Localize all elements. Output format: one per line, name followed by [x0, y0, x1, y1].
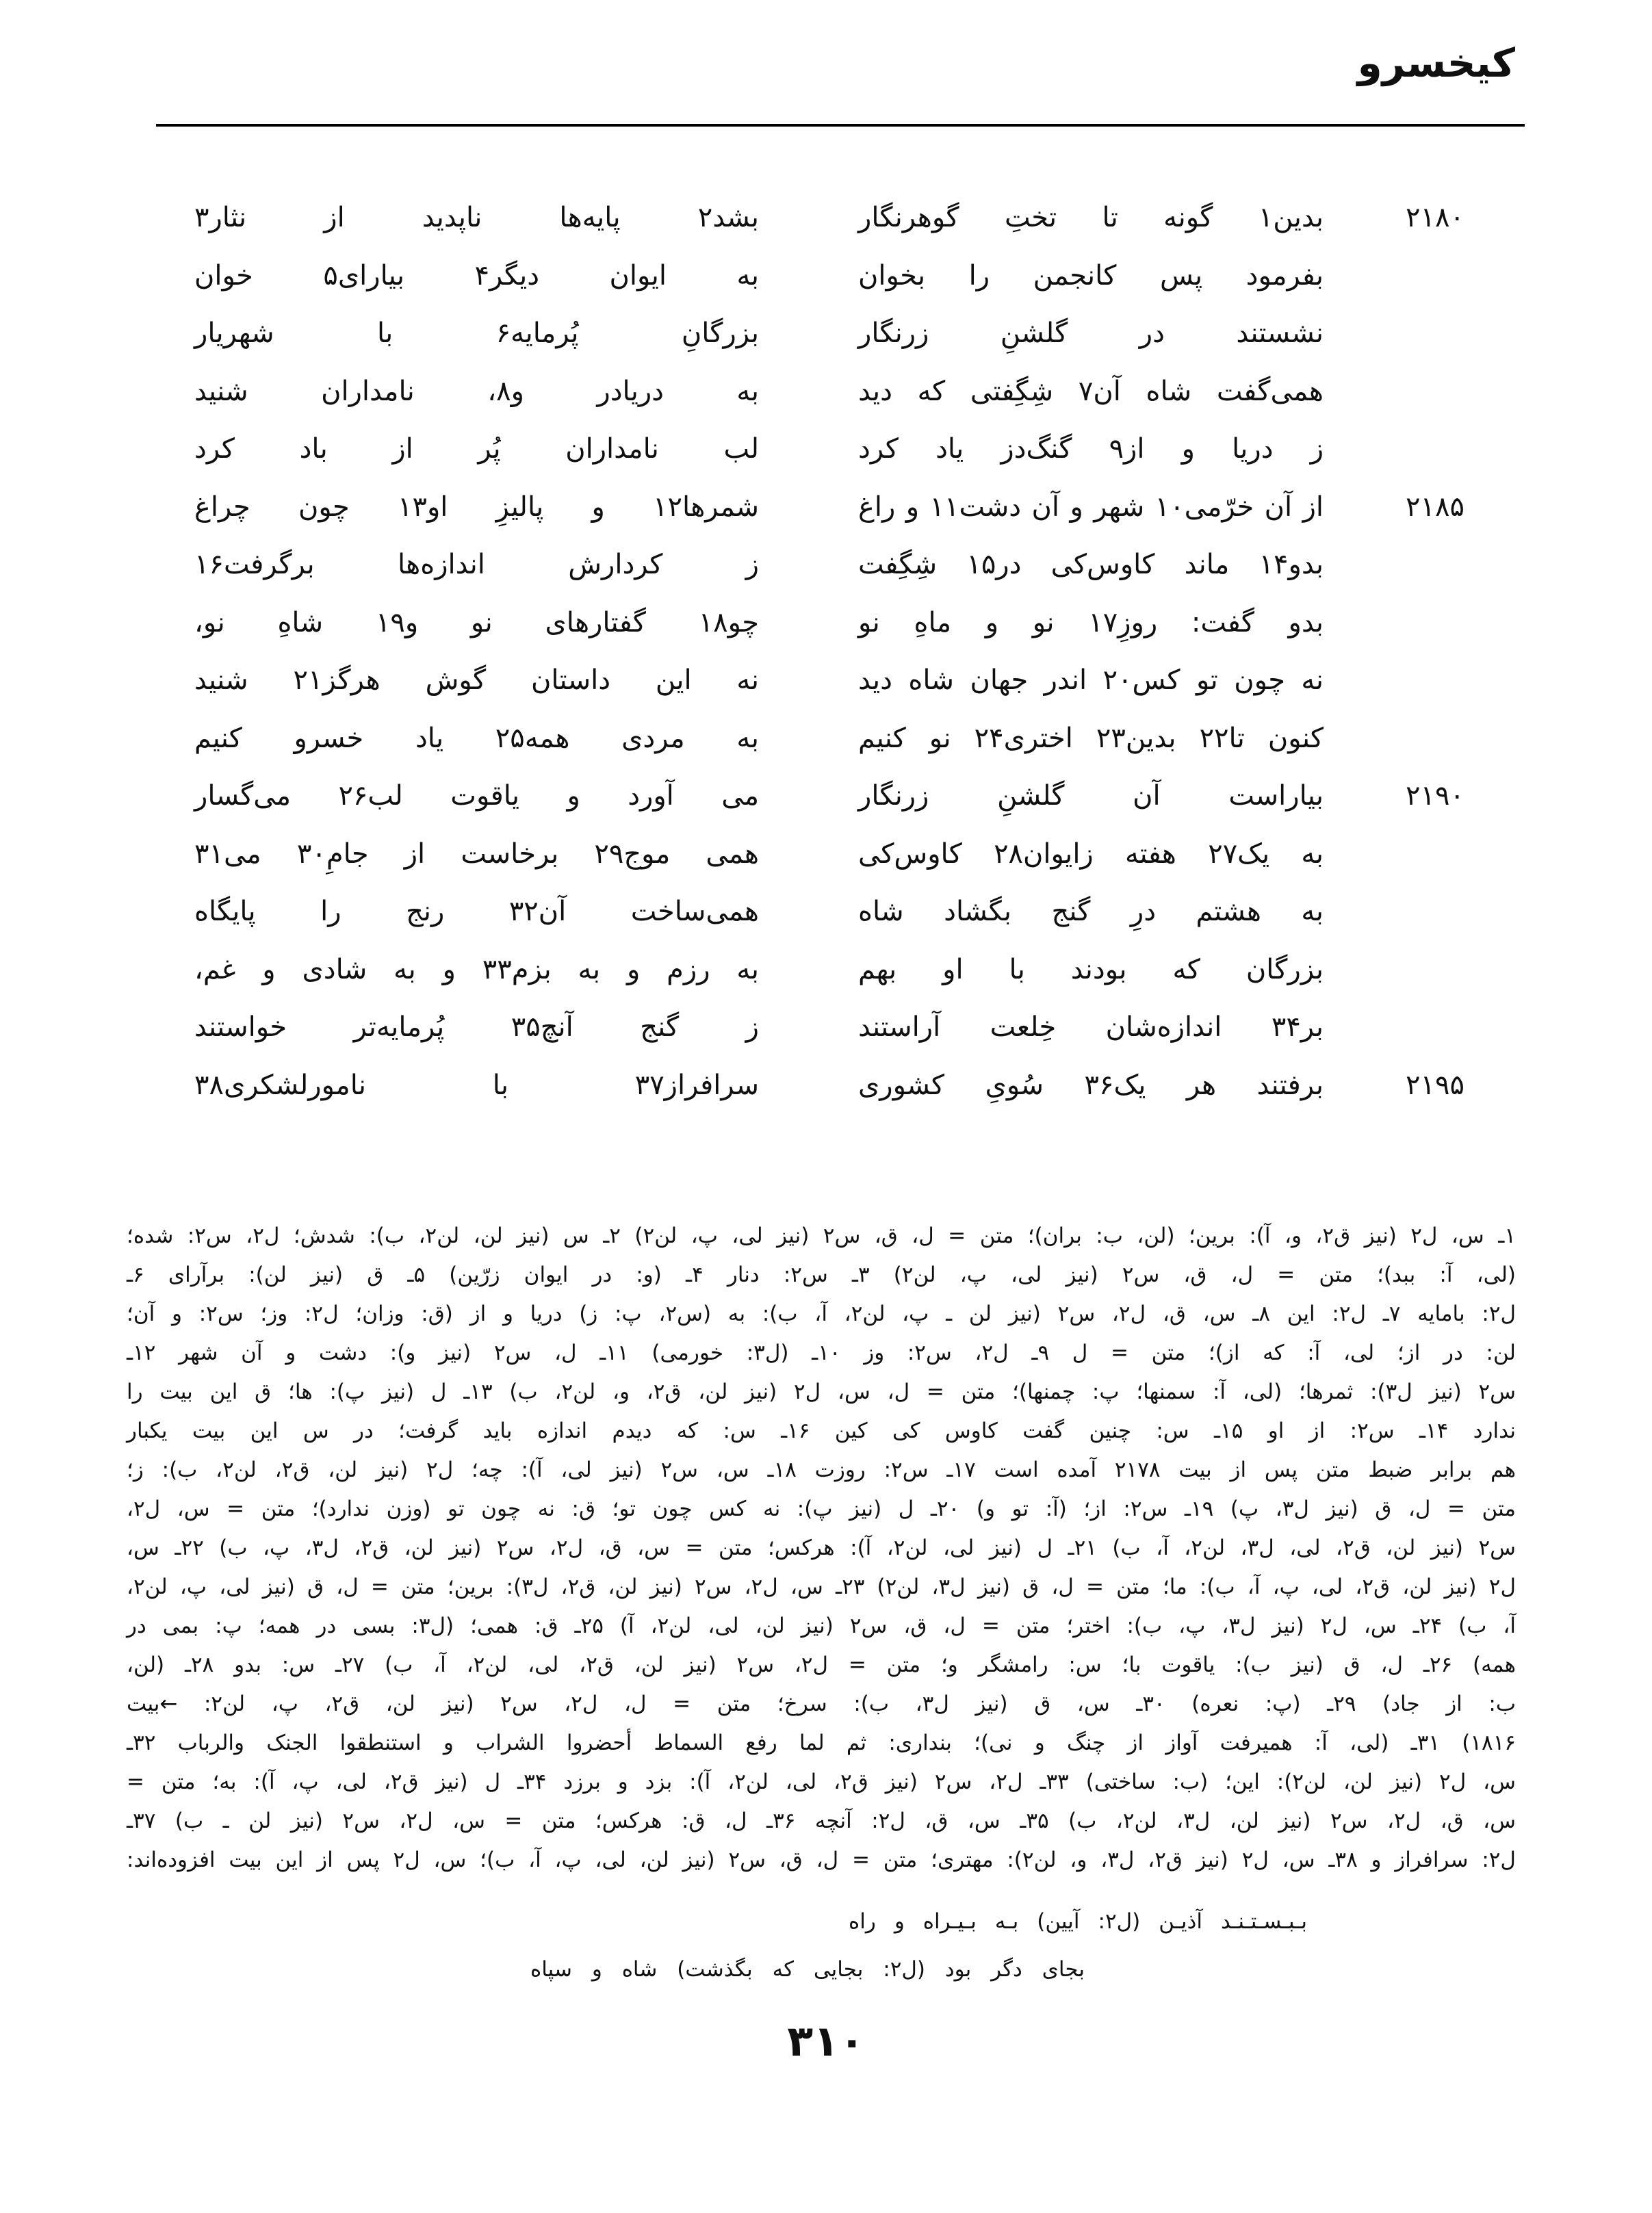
hemistich-first: بدو۱۴ ماند کاوس‌کی در۱۵ شِگِفت	[858, 549, 1324, 581]
footnote-added-verse: بـبـسـتـنـد آذیـن (ل۲: آیین) بـه بـیـراه و راه	[849, 1909, 1307, 1934]
footnote-added-verse: بجای دگر بود (ل۲: بجایی که بگذشت) شاه و سپاه	[530, 1957, 1085, 1982]
verse-number: ۲۱۹۵	[1406, 1069, 1464, 1101]
hemistich-second: بزرگانِ پُرمایه۶ با شهریار	[194, 318, 759, 350]
hemistich-second: به دریادر و۸، نامداران شنید	[194, 375, 760, 407]
verse-row	[126, 651, 1515, 710]
hemistich-second: نه این داستان گوش هرگز۲۱ شنید	[194, 664, 759, 697]
hemistich-second: همی موج۲۹ برخاست از جامِ۳۰ می۳۱	[194, 838, 759, 870]
verse-row	[126, 305, 1515, 363]
hemistich-second: می آورد و یاقوت لب۲۶ می‌گسار	[194, 780, 759, 812]
poem-block	[126, 189, 1515, 1114]
hemistich-second: ز کردارش اندازه‌ها برگرفت۱۶	[194, 549, 759, 581]
hemistich-second: به رزم و به بزم۳۳ و به شادی و غم،	[194, 953, 759, 985]
page-title: کیخسرو	[1357, 40, 1515, 86]
hemistich-second: بشد۲ پایه‌ها ناپدید از نثار۳	[194, 202, 759, 234]
verse-number: ۲۱۸۵	[1406, 491, 1464, 523]
footnote-line: آ، ب) ۲۴ـ س، ل۲ (نیز ل۳، پ، ب): اختر؛ متن = ل، ق، س۲ (نیز لن، لی، لن۲، آ) ۲۵ـ ق: همی؛ (ل۳: بسی در همه؛ پ: بمی در	[127, 1614, 1517, 1638]
hemistich-first: از آن خرّمی۱۰ شهر و آن دشت۱۱ و راغ	[858, 491, 1324, 523]
hemistich-first: برفتند هر یک۳۶ سُویِ کشوری	[858, 1069, 1324, 1101]
hemistich-second: چو۱۸ گفتارهای نو و۱۹ شاهِ نو،	[194, 606, 760, 638]
critical-apparatus	[127, 1217, 1516, 1880]
footnote-line: لن: در از؛ لی، آ: که از)؛ متن = ل ۹ـ ل۲، س۲: وز ۱۰ـ (ل۳: خورمی) ۱۱ـ ل، س۲ (نیز و): دشت و آن شهر ۱۲ـ	[127, 1341, 1516, 1365]
footnote-line: (لی، آ: ببد)؛ متن = ل، ق، س۲ (نیز لی، پ، لن۲) ۳ـ س۲: دنار ۴ـ (و: در ایوان زرّین) ۵ـ ق (نیز لن): برآرای ۶ـ	[127, 1263, 1516, 1287]
verse-row	[126, 1057, 1515, 1115]
footnote-line: متن = ل، ق (نیز ل۳، پ) ۱۹ـ س۲: از؛ (آ: تو و) ۲۰ـ ل (نیز پ): نه کس چون تو؛ ق: نه چون تو (وزن ندارد)؛ متن = س، ل۲،	[127, 1497, 1517, 1521]
footnote-line: ندارد ۱۴ـ س۲: از او ۱۵ـ س: چنین گفت کاوس کی کین ۱۶ـ س: که دیدم اندازه باید گرفت؛ در س این بیت یکبار	[127, 1419, 1516, 1443]
footnote-line: ل۲: سرافراز و ۳۸ـ س، ل۲ (نیز ق۲، ل۳، و، لن۲): مهتری؛ متن = ل، ق، س۲ (نیز لن، لی، پ، آ، ب)؛ س، ل۲ پس از این بیت افزوده‌اند:	[127, 1848, 1516, 1872]
hemistich-first: بفرمود پس کانجمن را بخوان	[858, 259, 1324, 292]
hemistich-first: بزرگان که بودند با او بهم	[858, 953, 1324, 985]
footnote-line: هم برابر ضبط متن پس از بیت ۲۱۷۸ آمده است ۱۷ـ س۲: روزت ۱۸ـ س، س۲ (نیز لی، آ): چه؛ ل۲ (نیز لن، ق۲، لن۲، ب): ز؛	[127, 1458, 1517, 1482]
verse-row	[126, 478, 1515, 536]
verse-row	[126, 363, 1515, 421]
verse-row	[126, 825, 1515, 883]
footnote-line: س۲ (نیز لن، ق۲، لی، ل۳، لن۲، آ، ب) ۲۱ـ ل (نیز لی، لن۲، آ): هرکس؛ متن = س، ق، ل۲، س۲ (نیز لن، ق۲، ل۳، پ، ب) ۲۲ـ س،	[127, 1536, 1516, 1560]
hemistich-first: بدین۱ گونه تا تختِ گوهرنگار	[858, 202, 1324, 234]
verse-row	[126, 941, 1515, 999]
verse-row	[126, 767, 1515, 825]
footnote-line: ۱۸۱۶) ۳۱ـ (لی، آ: همیرفت آواز از چنگ و نی)؛ بنداری: ثم لما رفع السماط أحضروا الشراب و استنطقوا الجنک والرباب ۳۲ـ	[127, 1731, 1516, 1755]
hemistich-second: همی‌ساخت آن۳۲ رنج را پایگاه	[194, 896, 760, 928]
hemistich-second: به ایوان دیگر۴ بیارای۵ خوان	[194, 259, 760, 292]
hemistich-first: به یک۲۷ هفته زایوان۲۸ کاوس‌کی	[858, 838, 1324, 870]
verse-row	[126, 420, 1515, 478]
verse-row	[126, 247, 1515, 305]
hemistich-second: ز گنج آنچ۳۵ پُرمایه‌تر خواستند	[194, 1011, 759, 1044]
hemistich-first: بر۳۴ اندازه‌شان خِلعت آراستند	[858, 1011, 1324, 1044]
hemistich-first: به هشتم درِ گنج بگشاد شاه	[858, 896, 1324, 928]
hemistich-first: بدو گفت: روزِ۱۷ نو و ماهِ نو	[858, 606, 1324, 638]
verse-row	[126, 536, 1515, 594]
hemistich-second: سرافراز۳۷ با نامورلشکری۳۸	[194, 1069, 759, 1101]
hemistich-first: همی‌گفت شاه آن۷ شِگِفتی که دید	[858, 375, 1324, 407]
verse-number: ۲۱۹۰	[1406, 780, 1464, 812]
footnote-line: همه) ۲۶ـ ل، ق (نیز ب): یاقوت با؛ س: رامشگر و؛ متن = ل۲، س۲ (نیز لن، ق۲، لی، لن۲، آ، ب) ۲۷ـ س: بدو ۲۸ـ (لن،	[127, 1653, 1516, 1677]
verse-row	[126, 883, 1515, 941]
hemistich-second: لب نامداران پُر از باد کرد	[194, 433, 759, 465]
footnote-line: س، ق، ل۲، س۲ (نیز لن، ل۳، لن۲، ب) ۳۵ـ س، ق، ل۲: آنچه ۳۶ـ ل، ق: هرکس؛ متن = س، ل۲، س۲ (نیز لن ـ ب) ۳۷ـ	[127, 1809, 1517, 1833]
hemistich-second: به مردی همه۲۵ یاد خسرو کنیم	[194, 722, 759, 754]
footnote-line: ۱ـ س، ل۲ (نیز ق۲، و، آ): برین؛ (لن، ب: بران)؛ متن = ل، ق، س۲ (نیز لی، پ، لن۲) ۲ـ س (نیز لن، لن۲، ب): شدش؛ ل۲، س۲: شده؛	[127, 1224, 1516, 1248]
verse-number: ۲۱۸۰	[1406, 202, 1464, 234]
footnote-line: س، ل۲ (نیز لن، لن۲): این؛ (ب: ساختی) ۳۳ـ ل۲، س۲ (نیز ق۲، لی، لن۲، آ): بزد و برزد ۳۴ـ ل (نیز ق۲، لی، پ، آ): به؛ متن =	[127, 1770, 1516, 1794]
verse-row	[126, 998, 1515, 1057]
hemistich-first: بیاراست آن گلشنِ زرنگار	[858, 780, 1324, 812]
hemistich-first: ز دریا و از۹ گنگ‌دز یاد کرد	[858, 433, 1324, 465]
hemistich-second: شمرها۱۲ و پالیزِ او۱۳ چون چراغ	[194, 491, 759, 523]
hemistich-first: نه چون تو کس۲۰ اندر جهان شاه دید	[858, 664, 1324, 697]
header-divider	[156, 124, 1525, 127]
footnote-line: ب: از جاد) ۲۹ـ (پ: نعره) ۳۰ـ س، ق (نیز ل۳، ب): سرخ؛ متن = ل، ل۲، س۲ (نیز لن، ق۲، پ، لن۲: ←بیت	[127, 1692, 1517, 1716]
hemistich-first: کنون تا۲۲ بدین۲۳ اختری۲۴ نو کنیم	[858, 722, 1324, 754]
verse-row	[126, 189, 1515, 247]
verse-row	[126, 710, 1515, 768]
footnote-line: ل۲ (نیز لن، ق۲، لی، پ، آ، ب): ما؛ متن = ل، ق (نیز ل۳، لن۲) ۲۳ـ س، ل۲، س۲ (نیز لن، ق۲، ل۳): برین؛ متن = ل، ق (نیز لی، پ، لن۲،	[127, 1575, 1516, 1599]
footnote-line: ل۲: بامایه ۷ـ ل۲: این ۸ـ س، ق، ل۲، س۲ (نیز لن ـ پ، لن۲، آ، ب): به (س۲، پ: ز) دریا و از (ق: وزان؛ ل۲: وز؛ س۲: و آن؛	[127, 1302, 1516, 1326]
hemistich-first: نشستند در گلشنِ زرنگار	[858, 318, 1324, 350]
footnote-line: س۲ (نیز ل۳): ثمرها؛ (لی، آ: سمنها؛ پ: چمنها)؛ متن = ل، س، ل۲ (نیز لن، ق۲، و، لن۲، ب) ۱۳ـ ل (نیز پ): ها؛ ق این بیت را	[127, 1380, 1517, 1404]
page-number: ۳۱۰	[787, 2016, 865, 2066]
verse-row	[126, 594, 1515, 652]
